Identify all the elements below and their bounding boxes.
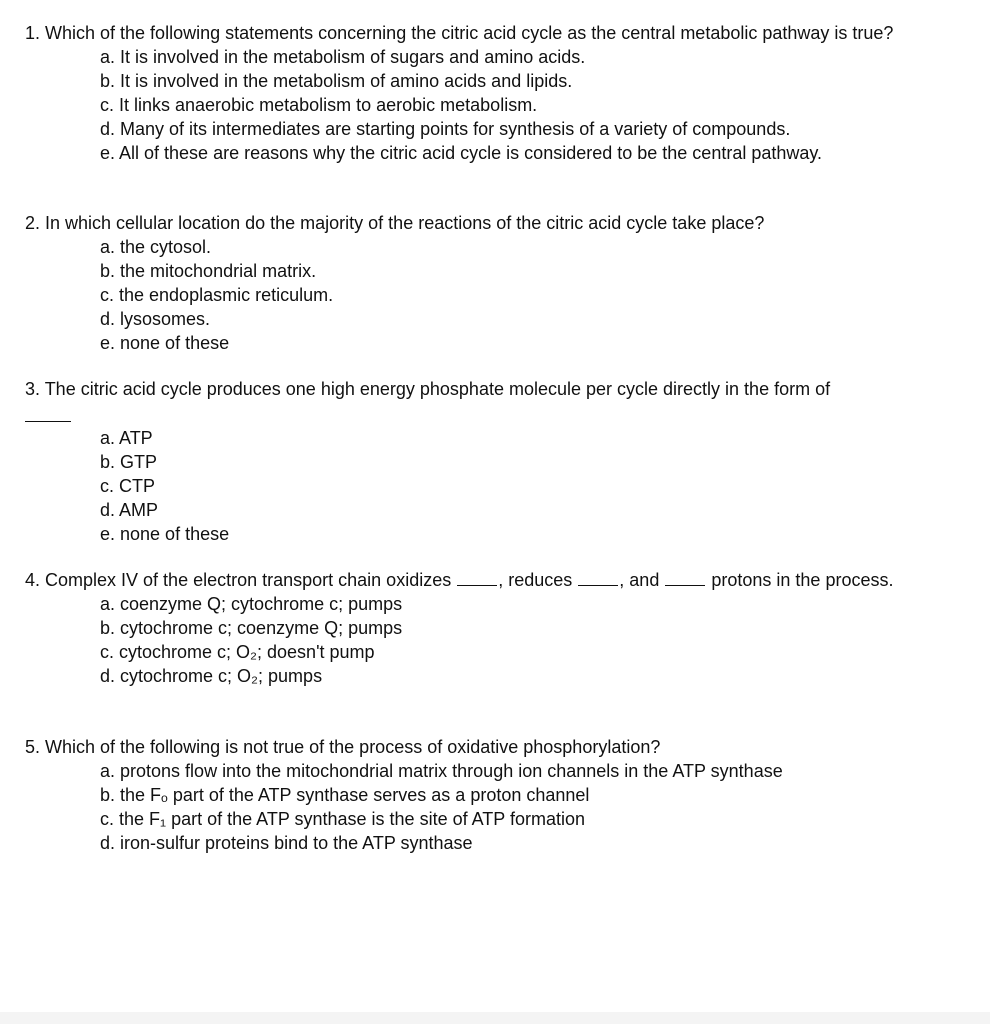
question-2-option-a: a. the cytosol. [100,237,212,257]
question-1-option-b: b. It is involved in the metabolism of amino acids and lipids. [100,71,573,91]
question-1-options [25,45,975,165]
question-2-option-d: d. lysosomes. [100,309,211,329]
question-2-options [25,235,975,355]
question-5-option-d: d. iron-sulfur proteins bind to the ATP synthase [100,833,473,853]
question-5-option-c: c. the F₁ part of the ATP synthase is the site of ATP formation [100,809,585,829]
question-3-option-a: a. ATP [100,428,153,448]
page-bottom-edge [0,1012,990,1024]
question-2-stem: 2. In which cellular location do the majority of the reactions of the citric acid cycle take place? [25,213,765,233]
question-2-option-b: b. the mitochondrial matrix. [100,261,317,281]
question-5-option-b: b. the Fₒ part of the ATP synthase serves as a proton channel [100,785,590,805]
question-4-stem-part4: protons in the process. [711,570,894,590]
question-1-option-a: a. It is involved in the metabolism of sugars and amino acids. [100,47,586,67]
question-4 [25,568,975,688]
question-4-options [25,592,975,688]
question-1-option-e: e. All of these are reasons why the citric acid cycle is considered to be the central pathway. [100,143,823,163]
question-4-stem [25,568,975,592]
question-3-option-e: e. none of these [100,524,230,544]
question-4-stem-part3: , and [619,570,660,590]
answer-blank [665,569,705,586]
question-4-stem-part1: 4. Complex IV of the electron transport chain oxidizes [25,570,452,590]
question-4-option-c: c. cytochrome c; O₂; doesn't pump [100,642,375,662]
question-3-stem: 3. The citric acid cycle produces one high energy phosphate molecule per cycle directly in the form of [25,379,831,399]
question-3 [25,377,975,546]
question-4-stem-part2: , reduces [498,570,573,590]
question-2 [25,211,975,355]
answer-blank [457,569,497,586]
question-5 [25,735,975,855]
question-2-option-e: e. none of these [100,333,230,353]
question-4-option-d: d. cytochrome c; O₂; pumps [100,666,323,686]
question-3-option-b: b. GTP [100,452,158,472]
question-1-stem: 1. Which of the following statements concerning the citric acid cycle as the central metabolic pathway is true? [25,23,894,43]
question-5-stem: 5. Which of the following is not true of the process of oxidative phosphorylation? [25,737,661,757]
question-1-option-c: c. It links anaerobic metabolism to aerobic metabolism. [100,95,538,115]
question-5-options [25,759,975,855]
question-4-option-a: a. coenzyme Q; cytochrome c; pumps [100,594,403,614]
answer-blank [578,569,618,586]
question-3-options [25,426,975,546]
question-1 [25,21,975,165]
question-4-option-b: b. cytochrome c; coenzyme Q; pumps [100,618,403,638]
question-5-option-a: a. protons flow into the mitochondrial matrix through ion channels in the ATP synthase [100,761,783,781]
question-2-option-c: c. the endoplasmic reticulum. [100,285,334,305]
question-3-option-c: c. CTP [100,476,156,496]
question-3-option-d: d. AMP [100,500,159,520]
answer-blank [25,401,71,422]
question-1-option-d: d. Many of its intermediates are starting points for synthesis of a variety of compounds. [100,119,791,139]
